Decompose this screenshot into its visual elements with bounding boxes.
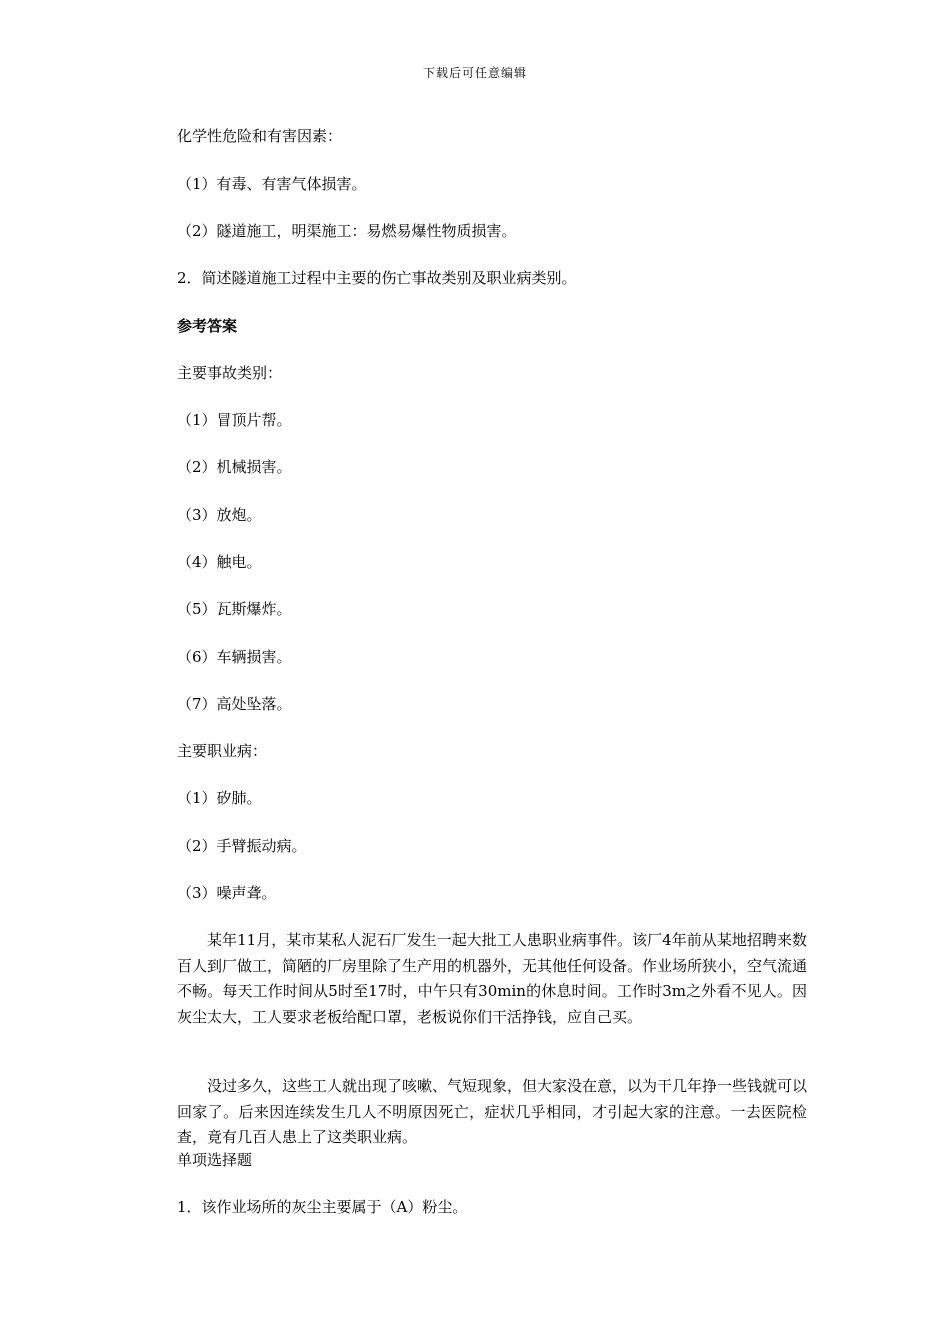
case-paragraph: 没过多久，这些工人就出现了咳嗽、气短现象，但大家没在意，以为干几年挣一些钱就可以回家了。后来因连续发生几人不明原因死亡，症状几乎相同，才引起大家的注意。一去医院检查，竟有几百人患上了这类职业病。: [177, 1077, 808, 1146]
text-line: （2）隧道施工，明渠施工：易燃易爆性物质损害。: [177, 222, 517, 240]
list-item: （7）高处坠落。: [177, 695, 292, 713]
text-line: 主要事故类别：: [177, 364, 283, 382]
text-line: 主要职业病：: [177, 742, 268, 760]
list-item: （4）触电。: [177, 553, 262, 571]
section-title: 单项选择题: [177, 1151, 253, 1169]
list-item: （2）机械损害。: [177, 458, 292, 476]
list-item: （3）放炮。: [177, 506, 262, 524]
list-item: （1）冒顶片帮。: [177, 411, 292, 429]
list-item: （1）矽肺。: [177, 789, 262, 807]
list-item: （2）手臂振动病。: [177, 837, 307, 855]
question-line: 1．该作业场所的灰尘主要属于（A）粉尘。: [177, 1198, 468, 1216]
text-line: （1）有毒、有害气体损害。: [177, 175, 367, 193]
question-line: 2．简述隧道施工过程中主要的伤亡事故类别及职业病类别。: [177, 269, 577, 287]
list-item: （6）车辆损害。: [177, 648, 292, 666]
page-header: 下载后可任意编辑: [422, 66, 527, 80]
list-item: （5）瓦斯爆炸。: [177, 600, 292, 618]
list-item: （3）噪声聋。: [177, 884, 277, 902]
answer-heading: 参考答案: [177, 317, 238, 335]
text-line: 化学性危险和有害因素：: [177, 127, 343, 145]
case-paragraph: 某年11月，某市某私人泥石厂发生一起大批工人患职业病事件。该厂4年前从某地招聘来数百人到厂做工，简陋的厂房里除了生产用的机器外，无其他任何设备。作业场所狭小，空气流通不畅。每天工作时间从5时至17时，中午只有30min的休息时间。工作时3m之外看不见人。因灰尘太大，工人要求老板给配口罩，老板说你们干活挣钱，应自己买。: [177, 931, 808, 1026]
